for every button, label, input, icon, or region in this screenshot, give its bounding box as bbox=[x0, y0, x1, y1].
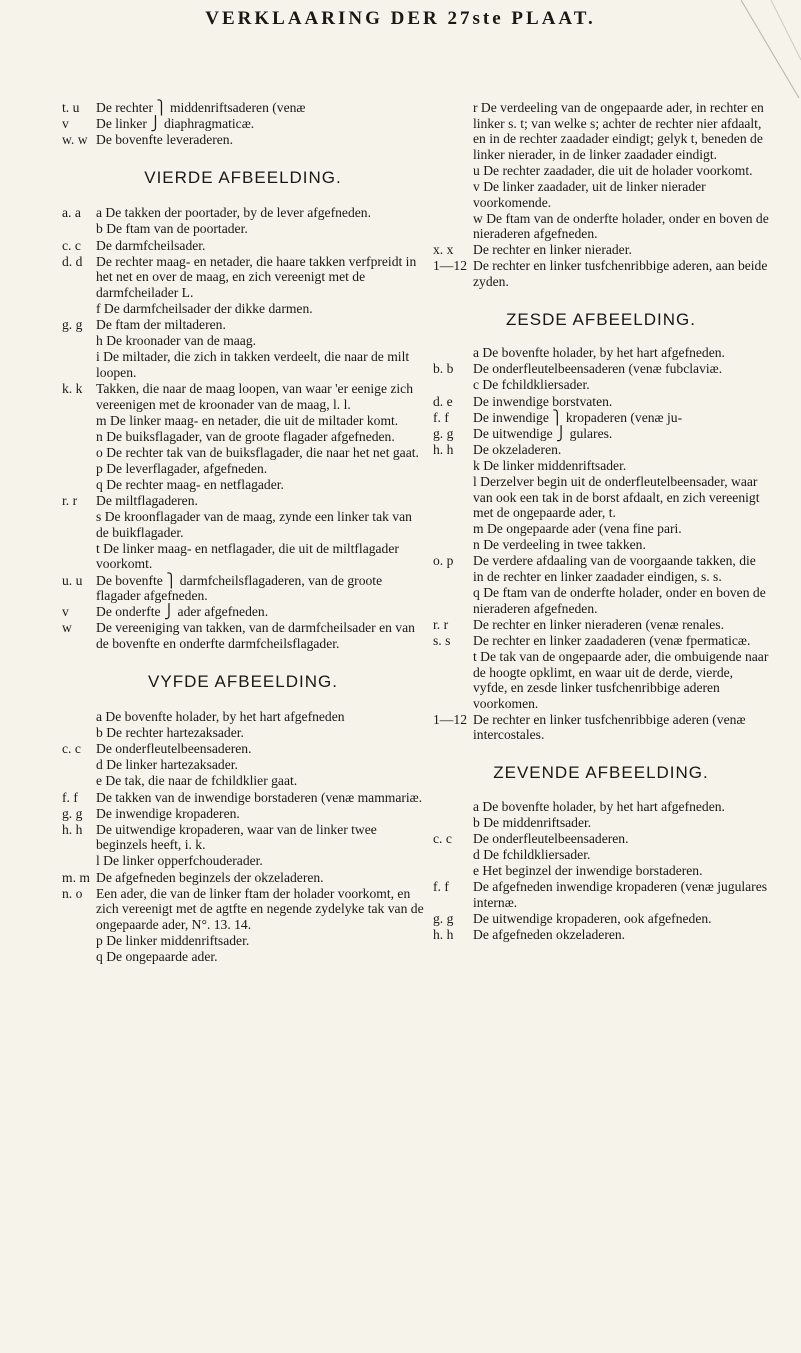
legend-entry bbox=[62, 461, 424, 477]
entry-label bbox=[433, 100, 473, 162]
legend-entry bbox=[433, 426, 769, 442]
legend-entry bbox=[62, 100, 424, 116]
entry-label bbox=[62, 461, 96, 477]
legend-entry bbox=[433, 585, 769, 616]
entry-label: f. f bbox=[433, 409, 449, 425]
entry-text: h De kroonader van de maag. bbox=[96, 333, 257, 349]
legend-entry bbox=[433, 458, 769, 474]
entry-text: De afgefneden inwendige kropaderen (venæ jugulares internæ. bbox=[473, 879, 768, 910]
entry-label bbox=[62, 429, 96, 445]
entry-label bbox=[433, 474, 473, 521]
section-heading: ZEVENDE AFBEELDING. bbox=[493, 763, 709, 783]
legend-entry bbox=[62, 301, 424, 317]
entry-label: v bbox=[62, 604, 69, 620]
section-heading: VYFDE AFBEELDING. bbox=[148, 671, 338, 691]
legend-entry bbox=[433, 863, 769, 879]
entry-label bbox=[62, 757, 96, 773]
entry-label bbox=[62, 933, 96, 949]
section-heading: VIERDE AFBEELDING. bbox=[144, 167, 342, 187]
legend-entry bbox=[433, 474, 769, 521]
entry-label: o. p bbox=[433, 553, 454, 569]
legend-entry bbox=[62, 853, 424, 869]
entry-text: De uitwendige kropaderen, ook afgefneden. bbox=[473, 910, 712, 926]
entry-text: v De linker zaadader, uit de linker nierader voorkomende. bbox=[473, 178, 706, 210]
entry-label bbox=[62, 349, 96, 380]
entry-text: De bovenfte leveraderen. bbox=[96, 132, 233, 148]
entry-text: s De kroonflagader van de maag, zynde een linker tak van de buikflagader. bbox=[96, 509, 412, 540]
entry-label bbox=[433, 537, 473, 553]
entry-text: De uitwendige kropaderen, waar van de linker twee beginzels heeft, i. k. bbox=[96, 821, 377, 853]
entry-label bbox=[433, 585, 473, 616]
legend-entry bbox=[62, 886, 424, 933]
legend-entry bbox=[62, 238, 424, 254]
legend-entry bbox=[433, 242, 769, 258]
entry-label: w bbox=[62, 620, 72, 636]
entry-label bbox=[62, 413, 96, 429]
legend-entry bbox=[62, 541, 424, 572]
entry-text: a De takken der poortader, by de lever afgefneden. bbox=[96, 205, 371, 221]
entry-text: De ftam der miltaderen. bbox=[96, 317, 226, 333]
page-header: VERKLAARING DER 27ste PLAAT. bbox=[205, 8, 596, 29]
entry-label bbox=[62, 301, 96, 317]
legend-entry bbox=[433, 815, 769, 831]
entry-text: De afgefneden beginzels der okzeladeren. bbox=[96, 869, 324, 885]
legend-entry bbox=[62, 757, 424, 773]
entry-text: De rechter en linker tusfchenribbige aderen (venæ intercostales. bbox=[473, 711, 746, 743]
entry-label: u. u bbox=[62, 572, 83, 588]
entry-label bbox=[433, 799, 473, 815]
legend-entry bbox=[433, 649, 769, 711]
entry-text: Takken, die naar de maag loopen, van waar 'er eenige zich vereenigen met de kroonader van de maag, l. l. bbox=[96, 380, 414, 412]
entry-text: a De bovenfte holader, by het hart afgefneden bbox=[96, 709, 345, 725]
entry-label: n. o bbox=[62, 885, 83, 901]
legend-entry bbox=[62, 349, 424, 380]
entry-label bbox=[62, 445, 96, 461]
entry-text: q De ftam van de onderfte holader, onder en boven de nieraderen afgefneden. bbox=[473, 585, 766, 616]
legend-entry bbox=[433, 410, 769, 426]
entry-label: g. g bbox=[62, 805, 83, 821]
entry-text: b De middenriftsader. bbox=[473, 814, 592, 830]
entry-label: d. e bbox=[433, 393, 453, 409]
entry-label bbox=[433, 211, 473, 242]
legend-entry bbox=[433, 831, 769, 847]
legend-entry bbox=[62, 620, 424, 651]
entry-label: 1—12 bbox=[433, 711, 467, 727]
entry-label bbox=[62, 725, 96, 741]
legend-entry bbox=[62, 949, 424, 965]
entry-label bbox=[433, 458, 473, 474]
legend-entry bbox=[62, 132, 424, 148]
legend-entry bbox=[62, 413, 424, 429]
entry-label: f. f bbox=[433, 879, 449, 895]
entry-text: q De rechter maag- en netflagader. bbox=[96, 476, 284, 492]
legend-entry bbox=[433, 361, 769, 377]
legend-entry bbox=[62, 604, 424, 620]
entry-text: p De linker middenriftsader. bbox=[96, 932, 250, 948]
legend-entry bbox=[62, 445, 424, 461]
legend-entry bbox=[433, 712, 769, 743]
legend-entry bbox=[62, 333, 424, 349]
right-column bbox=[433, 100, 769, 943]
entry-label bbox=[62, 509, 96, 540]
legend-entry bbox=[433, 521, 769, 537]
entry-text: a De bovenfte holader, by het hart afgefneden. bbox=[473, 798, 725, 814]
entry-label bbox=[62, 949, 96, 965]
legend-entry bbox=[433, 633, 769, 649]
entry-label: c. c bbox=[62, 741, 81, 757]
legend-entry bbox=[433, 927, 769, 943]
entry-text: n De verdeeling in twee takken. bbox=[473, 537, 646, 553]
legend-entry bbox=[62, 773, 424, 789]
entry-text: b De rechter hartezaksader. bbox=[96, 725, 244, 741]
entry-label bbox=[433, 863, 473, 879]
legend-entry bbox=[433, 345, 769, 361]
entry-text: Een ader, die van de linker ftam der holader voorkomt, en zich vereenigt met de agtfte en negende zydelyke tak van de ongepaarde ader, N°. 13. 14. bbox=[96, 885, 424, 932]
entry-label: h. h bbox=[62, 821, 83, 837]
legend-entry bbox=[433, 163, 769, 179]
entry-label: s. s bbox=[433, 632, 451, 648]
entry-text: De okzeladeren. bbox=[473, 441, 562, 457]
entry-text: De rechter en linker nieraderen (venæ renales. bbox=[473, 616, 724, 632]
legend-entry bbox=[433, 799, 769, 815]
entry-text: De onderfleutelbeensaderen. bbox=[473, 830, 629, 846]
entry-text: De inwendige ⎫ kropaderen (venæ ju- bbox=[473, 409, 683, 425]
entry-label bbox=[62, 773, 96, 789]
entry-label: h. h bbox=[433, 441, 454, 457]
entry-label: c. c bbox=[433, 830, 452, 846]
entry-text: De bovenfte ⎫ darmfcheilsflagaderen, van de groote flagader afgefneden. bbox=[96, 572, 383, 604]
entry-text: d De linker hartezaksader. bbox=[96, 757, 238, 773]
entry-text: c De fchildkliersader. bbox=[473, 377, 590, 393]
entry-text: p De leverflagader, afgefneden. bbox=[96, 460, 268, 476]
entry-label: g. g bbox=[62, 317, 83, 333]
entry-text: l Derzelver begin uit de onderfleutelbeensader, waar van ook een tak in de borst afdaalt, en zich vereenigt met de ongepaarde ader, t. bbox=[473, 473, 760, 521]
entry-text: b De ftam van de poortader. bbox=[96, 221, 248, 237]
legend-entry bbox=[62, 221, 424, 237]
entry-label bbox=[62, 477, 96, 493]
entry-text: De miltflagaderen. bbox=[96, 493, 198, 509]
entry-text: k De linker middenriftsader. bbox=[473, 457, 627, 473]
entry-text: m De linker maag- en netader, die uit de miltader komt. bbox=[96, 412, 399, 428]
entry-label bbox=[433, 815, 473, 831]
entry-text: a De bovenfte holader, by het hart afgefneden. bbox=[473, 345, 725, 361]
legend-entry bbox=[62, 806, 424, 822]
entry-label: g. g bbox=[433, 910, 454, 926]
legend-entry bbox=[433, 179, 769, 210]
legend-entry bbox=[62, 709, 424, 725]
entry-label bbox=[433, 847, 473, 863]
entry-text: m De ongepaarde ader (vena fine pari. bbox=[473, 521, 682, 537]
entry-label bbox=[62, 333, 96, 349]
legend-entry bbox=[433, 911, 769, 927]
legend-entry bbox=[62, 741, 424, 757]
entry-label: v bbox=[62, 116, 69, 132]
legend-entry bbox=[62, 509, 424, 540]
legend-entry bbox=[433, 377, 769, 393]
legend-entry bbox=[433, 100, 769, 162]
entry-label: f. f bbox=[62, 789, 78, 805]
entry-label bbox=[62, 221, 96, 237]
legend-entry bbox=[433, 617, 769, 633]
entry-text: De rechter en linker nierader. bbox=[473, 242, 632, 258]
entry-label: k. k bbox=[62, 380, 83, 396]
entry-text: De uitwendige ⎭ gulares. bbox=[473, 425, 613, 441]
entry-text: De darmfcheilsader. bbox=[96, 237, 206, 253]
entry-text: De rechter en linker tusfchenribbige aderen, aan beide zyden. bbox=[473, 258, 768, 290]
legend-entry bbox=[433, 258, 769, 289]
entry-text: e De tak, die naar de fchildklier gaat. bbox=[96, 773, 298, 789]
legend-entry bbox=[433, 211, 769, 242]
legend-entry bbox=[62, 254, 424, 301]
entry-label: t. u bbox=[62, 100, 80, 115]
entry-text: e Het beginzel der inwendige borstaderen. bbox=[473, 863, 703, 879]
entry-text: o De rechter tak van de buiksflagader, die naar het net gaat. bbox=[96, 444, 419, 460]
entry-label bbox=[433, 649, 473, 711]
entry-text: De onderfte ⎭ ader afgefneden. bbox=[96, 604, 269, 620]
entry-label: g. g bbox=[433, 425, 454, 441]
entry-text: De vereeniging van takken, van de darmfcheilsader en van de bovenfte en onderfte darmfcheilsflagader. bbox=[96, 620, 415, 651]
entry-label bbox=[433, 521, 473, 537]
legend-entry bbox=[62, 493, 424, 509]
legend-entry bbox=[433, 879, 769, 910]
entry-text: n De buiksflagader, van de groote flagader afgefneden. bbox=[96, 428, 395, 444]
entry-text: De onderfleutelbeensaderen (venæ fubclaviæ. bbox=[473, 361, 723, 377]
legend-entry bbox=[433, 553, 769, 584]
legend-entry bbox=[433, 847, 769, 863]
entry-label: b. b bbox=[433, 361, 454, 377]
legend-entry bbox=[62, 429, 424, 445]
entry-label bbox=[62, 853, 96, 869]
left-column bbox=[62, 100, 424, 965]
legend-entry bbox=[62, 870, 424, 886]
entry-text: De verdere afdaaling van de voorgaande takken, die in de rechter en linker zaadader eindigen, s. s. bbox=[473, 553, 756, 585]
entry-label: m. m bbox=[62, 869, 90, 885]
entry-label bbox=[62, 541, 96, 572]
entry-text: De rechter ⎫ middenriftsaderen (venæ bbox=[96, 100, 306, 115]
entry-label bbox=[433, 163, 473, 179]
entry-text: w De ftam van de onderfte holader, onder en boven de nieraderen afgefneden. bbox=[473, 210, 769, 242]
entry-label: w. w bbox=[62, 132, 88, 148]
entry-label bbox=[433, 345, 473, 361]
entry-text: q De ongepaarde ader. bbox=[96, 949, 218, 964]
entry-text: d De fchildkliersader. bbox=[473, 846, 591, 862]
legend-entry bbox=[62, 116, 424, 132]
entry-text: u De rechter zaadader, die uit de holader voorkomt. bbox=[473, 162, 753, 178]
legend-entry bbox=[62, 790, 424, 806]
entry-text: De linker ⎭ diaphragmaticæ. bbox=[96, 116, 255, 132]
entry-label: r. r bbox=[62, 493, 78, 509]
entry-text: De inwendige kropaderen. bbox=[96, 805, 240, 821]
entry-label bbox=[433, 377, 473, 393]
entry-label: r. r bbox=[433, 616, 449, 632]
section-heading: ZESDE AFBEELDING. bbox=[506, 309, 696, 329]
entry-label: a. a bbox=[62, 205, 81, 221]
legend-entry bbox=[62, 381, 424, 412]
entry-text: De inwendige borstvaten. bbox=[473, 393, 613, 409]
entry-text: De afgefneden okzeladeren. bbox=[473, 926, 626, 942]
legend-entry bbox=[433, 394, 769, 410]
legend-entry bbox=[62, 205, 424, 221]
legend-entry bbox=[62, 725, 424, 741]
entry-text: De onderfleutelbeensaderen. bbox=[96, 741, 252, 757]
entry-text: t De tak van de ongepaarde ader, die ombuigende naar de hoogte opklimt, en waar uit de derde, vierde, vyfde, en zesde linker tusfchenribbige aderen voorkomen. bbox=[473, 649, 769, 711]
entry-text: r De verdeeling van de ongepaarde ader, in rechter en linker s. t; van welke s; achter de rechter nier afdaalt, en in de rechter zaadader eindigt; gelyk t, beneden de linker nierader, in de linker zaadader eindigt. bbox=[473, 100, 764, 162]
legend-entry bbox=[62, 317, 424, 333]
entry-label bbox=[62, 709, 96, 725]
entry-label bbox=[433, 179, 473, 210]
entry-text: f De darmfcheilsader der dikke darmen. bbox=[96, 300, 313, 316]
entry-label: 1—12 bbox=[433, 258, 467, 274]
legend-entry bbox=[433, 537, 769, 553]
entry-label: h. h bbox=[433, 926, 454, 942]
entry-text: De rechter maag- en netader, die haare takken verfpreidt in het net en over de maag, en zich vereenigt met de darmfcheilader L. bbox=[96, 253, 417, 300]
entry-label: c. c bbox=[62, 237, 81, 253]
legend-entry bbox=[62, 822, 424, 853]
entry-text: l De linker opperfchouderader. bbox=[96, 853, 263, 869]
entry-label: x. x bbox=[433, 242, 454, 258]
entry-text: De rechter en linker zaadaderen (venæ fpermaticæ. bbox=[473, 632, 751, 648]
entry-label: d. d bbox=[62, 253, 83, 269]
entry-text: i De miltader, die zich in takken verdeelt, die naar de milt loopen. bbox=[96, 349, 410, 380]
entry-text: De takken van de inwendige borstaderen (venæ mammariæ. bbox=[96, 789, 423, 805]
legend-entry bbox=[433, 442, 769, 458]
legend-entry bbox=[62, 477, 424, 493]
entry-text: t De linker maag- en netflagader, die uit de miltflagader voorkomt. bbox=[96, 540, 399, 572]
legend-entry bbox=[62, 933, 424, 949]
legend-entry bbox=[62, 573, 424, 604]
